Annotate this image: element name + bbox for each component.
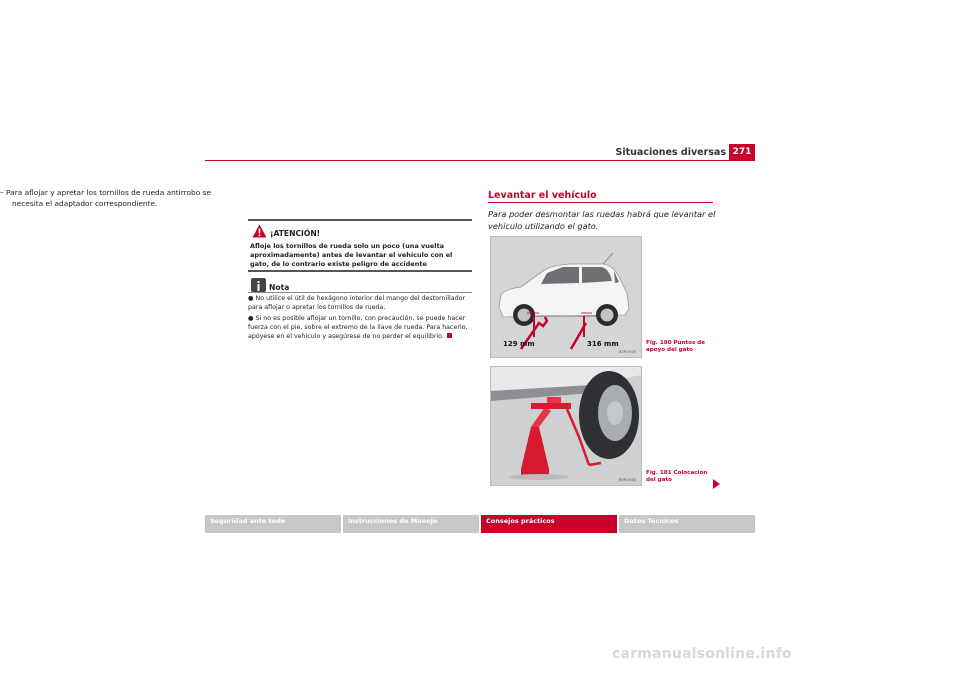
footer-tab-datos[interactable]: Datos Técnicos <box>619 515 755 533</box>
dimension-label-rear: 316 mm <box>587 340 619 348</box>
note-title: Nota <box>269 283 290 292</box>
figure-caption: Fig. 180 Puntos de apoyo del gato <box>646 340 706 353</box>
figure-jacking-points <box>490 236 642 358</box>
page-number-badge: 271 <box>729 144 755 160</box>
note-info-icon <box>251 278 266 292</box>
warning-title: ¡ATENCIÓN! <box>270 229 321 238</box>
note-divider <box>248 292 472 293</box>
footer-tab-instrucciones[interactable]: Instrucciones de Manejo <box>343 515 479 533</box>
end-of-section-icon <box>447 333 452 338</box>
note-bullet <box>248 314 472 342</box>
car-side-illustration <box>491 237 641 357</box>
warning-text: Afloje los tornillos de rueda solo un poco (una vuelta aproximadamente) antes de levantar el vehículo con el gato, de lo contrario existe peligro de accidente <box>250 242 453 269</box>
section-divider <box>488 202 713 203</box>
header-divider <box>205 160 755 161</box>
note-bullet <box>248 294 472 312</box>
bullet-icon: ● <box>248 295 254 302</box>
jack-illustration <box>491 367 641 485</box>
section-intro: Para poder desmontar las ruedas habrá que levantar el vehículo utilizando el gato. <box>488 209 716 231</box>
warning-bottom-divider <box>248 270 472 272</box>
dimension-label-front: 129 mm <box>503 340 535 348</box>
figure-code: B5P-0525 <box>619 350 637 354</box>
footer-tab-seguridad[interactable]: Seguridad ante todo <box>205 515 341 533</box>
watermark: carmanualsonline.info <box>612 646 792 662</box>
page-header-title: Situaciones diversas <box>615 147 726 158</box>
warning-triangle-icon <box>252 223 267 242</box>
figure-caption: Fig. 181 Colocación del gato <box>646 470 708 483</box>
figure-jack-placement <box>490 366 642 486</box>
warning-top-divider <box>248 219 472 221</box>
note-bullet-text: No utilice el útil de hexágono interior del mango del destornillador para aflojar o apretar los tornillos de rueda. <box>248 295 466 312</box>
step-item: – Para aflojar y apretar los tornillos de rueda antirrobo se necesita el adaptador correspondiente. <box>0 188 211 208</box>
section-title: Levantar el vehículo <box>488 190 597 201</box>
figure-code: B5P-0550 <box>619 478 637 482</box>
next-page-arrow-icon[interactable] <box>713 479 720 489</box>
bullet-icon: ● <box>248 315 254 322</box>
note-bullet-text: Si no es posible aflojar un tornillo, con precaución, se puede hacer fuerza con el pie, sobre el extremo de la llave de rueda. Para hacerlo, apóyese en el vehículo y asegúrese de no perder el equilibrio. <box>248 315 468 341</box>
footer-tab-consejos[interactable]: Consejos prácticos <box>481 515 617 533</box>
